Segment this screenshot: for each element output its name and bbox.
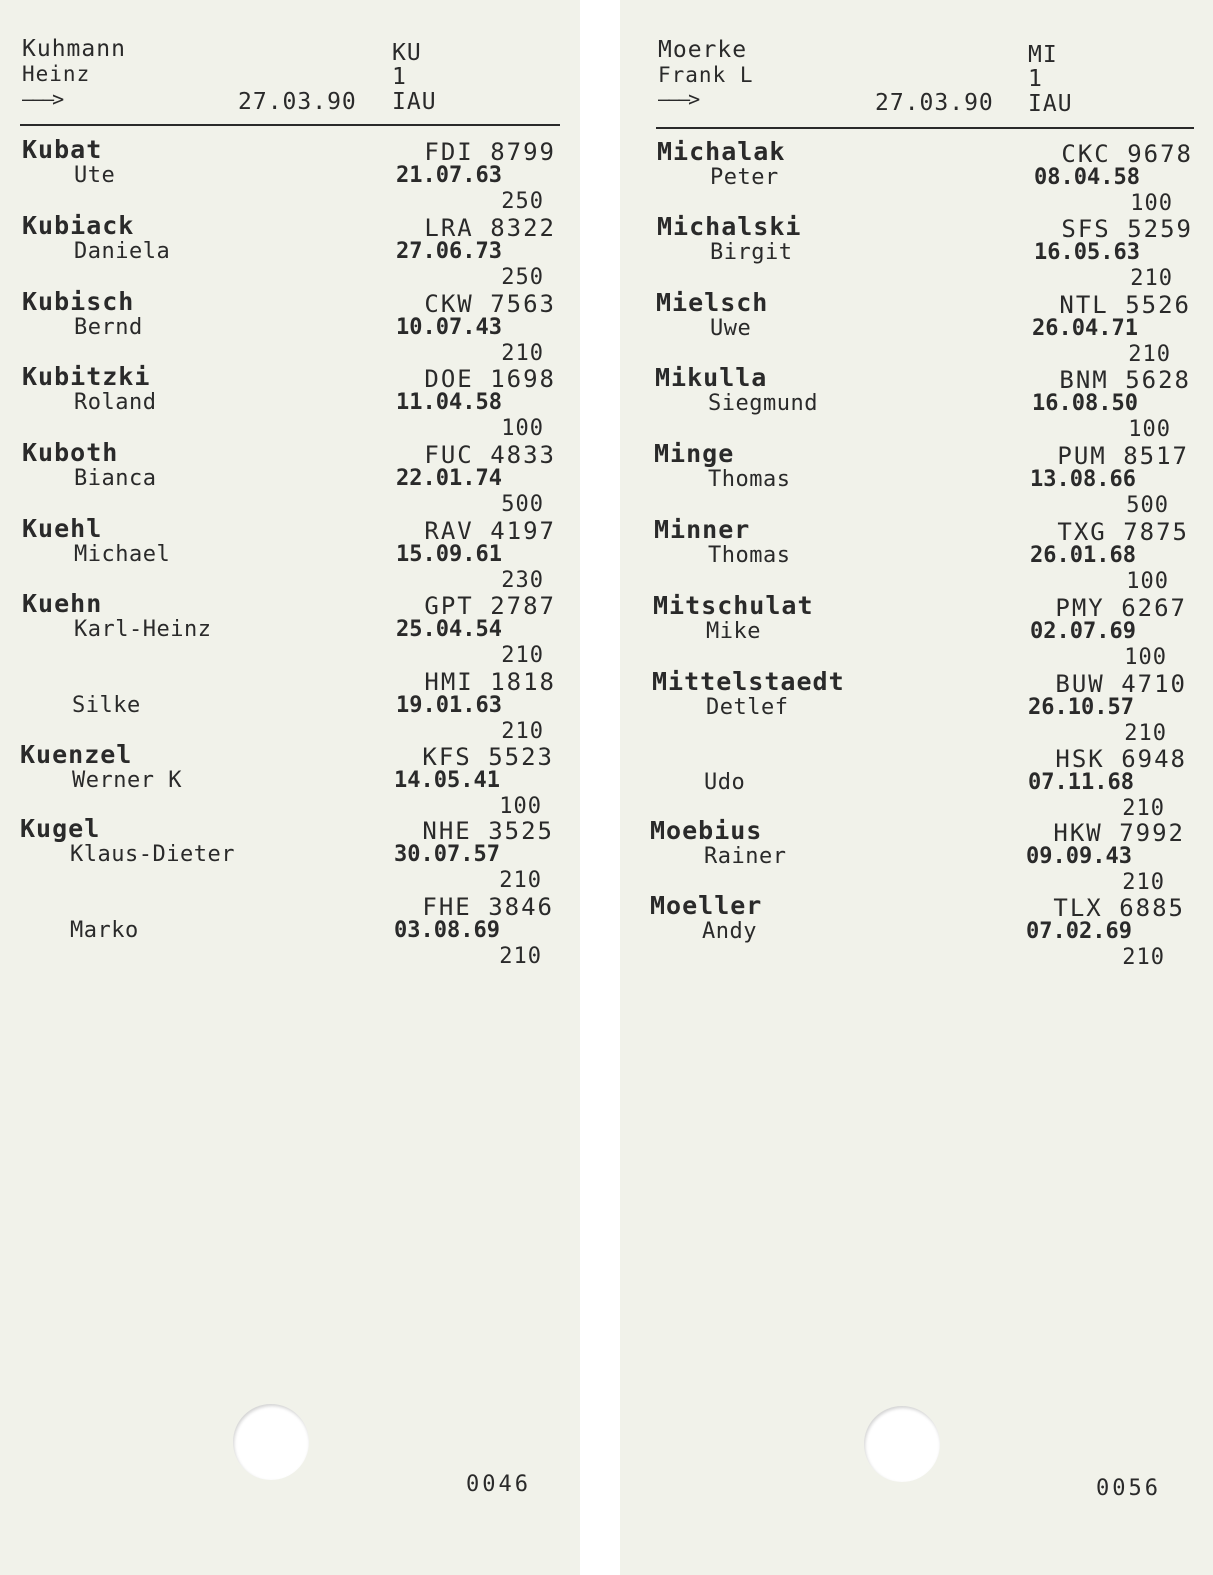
record-code: HMI 1818 [424, 668, 556, 696]
record-surname: Kubitzki [22, 362, 151, 391]
record-code: HKW 7992 [1053, 819, 1185, 847]
record-amount: 100 [501, 416, 544, 441]
header-arrow: ———> [658, 87, 699, 111]
record-code: BNM 5628 [1059, 366, 1191, 394]
header-unit: IAU [1028, 91, 1073, 117]
record-date: 11.04.58 [396, 390, 502, 415]
record-code: FUC 4833 [424, 441, 556, 469]
record-surname: Minge [654, 439, 735, 468]
record-amount: 210 [1122, 870, 1165, 895]
header-firstname: Frank L [658, 63, 754, 87]
record-date: 25.04.54 [396, 617, 502, 642]
record-amount: 500 [1126, 493, 1169, 518]
record-date: 15.09.61 [396, 542, 502, 567]
record-firstname: Birgit [710, 240, 793, 265]
list-item [0, 815, 580, 891]
list-item [0, 212, 580, 288]
record-firstname: Werner K [72, 768, 182, 793]
card-number: 0056 [1096, 1476, 1161, 1501]
list-item [620, 892, 1213, 968]
record-amount: 210 [1130, 266, 1173, 291]
list-item [0, 439, 580, 515]
record-amount: 100 [1126, 569, 1169, 594]
record-firstname: Bianca [74, 466, 157, 491]
header-date: 27.03.90 [238, 89, 357, 115]
record-code: GPT 2787 [424, 592, 556, 620]
record-date: 07.02.69 [1026, 919, 1132, 944]
record-firstname: Mike [706, 619, 761, 644]
record-code: FHE 3846 [422, 893, 554, 921]
list-item [620, 592, 1213, 668]
record-amount: 230 [501, 568, 544, 593]
record-surname: Kuboth [22, 438, 119, 467]
record-firstname: Marko [70, 918, 139, 943]
record-firstname: Michael [74, 542, 171, 567]
record-firstname: Rainer [704, 844, 787, 869]
record-code: HSK 6948 [1055, 745, 1187, 773]
list-item [0, 741, 580, 817]
list-item [0, 288, 580, 364]
record-amount: 210 [1128, 342, 1171, 367]
list-item [620, 440, 1213, 516]
record-date: 26.01.68 [1030, 543, 1136, 568]
record-date: 16.08.50 [1032, 391, 1138, 416]
header-code: MI [1028, 42, 1058, 68]
record-firstname: Udo [704, 770, 746, 795]
record-date: 14.05.41 [394, 768, 500, 793]
record-date: 26.04.71 [1032, 316, 1138, 341]
record-date: 10.07.43 [396, 315, 502, 340]
record-surname: Mittelstaedt [652, 667, 845, 696]
record-firstname: Klaus-Dieter [70, 842, 235, 867]
record-surname: Kubat [22, 135, 103, 164]
record-date: 08.04.58 [1034, 165, 1140, 190]
record-surname: Mikulla [655, 363, 768, 392]
list-item [0, 363, 580, 439]
record-amount: 100 [1128, 417, 1171, 442]
record-amount: 210 [501, 643, 544, 668]
record-date: 30.07.57 [394, 842, 500, 867]
record-date: 09.09.43 [1026, 844, 1132, 869]
header-firstname: Heinz [22, 62, 91, 86]
record-amount: 210 [1122, 796, 1165, 821]
record-code: SFS 5259 [1061, 215, 1193, 243]
record-amount: 210 [1124, 721, 1167, 746]
record-code: TLX 6885 [1053, 894, 1185, 922]
list-item [0, 515, 580, 591]
record-surname: Moeller [650, 891, 763, 920]
record-surname: Moebius [650, 816, 763, 845]
record-date: 02.07.69 [1030, 619, 1136, 644]
record-amount: 500 [501, 492, 544, 517]
record-firstname: Andy [702, 919, 757, 944]
record-amount: 210 [1122, 945, 1165, 970]
record-date: 27.06.73 [396, 239, 502, 264]
record-code: PMY 6267 [1055, 594, 1187, 622]
record-surname: Michalak [657, 137, 786, 166]
header-surname: Kuhmann [22, 36, 126, 62]
record-surname: Kuenzel [20, 740, 133, 769]
list-item [0, 891, 580, 967]
list-item [620, 138, 1213, 214]
record-surname: Mielsch [656, 288, 769, 317]
record-surname: Mitschulat [653, 591, 814, 620]
card-number: 0046 [466, 1472, 531, 1497]
record-date: 19.01.63 [396, 693, 502, 718]
record-code: KFS 5523 [422, 743, 554, 771]
record-date: 22.01.74 [396, 466, 502, 491]
record-amount: 210 [501, 341, 544, 366]
record-code: NHE 3525 [422, 817, 554, 845]
list-item [620, 289, 1213, 365]
record-code: PUM 8517 [1057, 442, 1189, 470]
list-item [0, 590, 580, 666]
record-amount: 250 [501, 265, 544, 290]
record-code: CKW 7563 [424, 290, 556, 318]
punch-hole [233, 1404, 309, 1480]
record-date: 26.10.57 [1028, 695, 1134, 720]
index-card-right [620, 0, 1213, 1575]
record-code: TXG 7875 [1057, 518, 1189, 546]
record-firstname: Uwe [710, 316, 752, 341]
record-firstname: Siegmund [708, 391, 818, 416]
record-surname: Kuehl [22, 514, 103, 543]
list-item [620, 817, 1213, 893]
record-firstname: Detlef [706, 695, 789, 720]
record-code: RAV 4197 [424, 517, 556, 545]
record-surname: Kuehn [22, 589, 103, 618]
record-amount: 100 [499, 794, 542, 819]
record-code: NTL 5526 [1059, 291, 1191, 319]
record-firstname: Silke [72, 693, 141, 718]
header-divider [656, 127, 1194, 129]
record-date: 07.11.68 [1028, 770, 1134, 795]
list-item [620, 213, 1213, 289]
record-amount: 100 [1130, 191, 1173, 216]
record-date: 13.08.66 [1030, 467, 1136, 492]
record-surname: Michalski [657, 212, 802, 241]
record-amount: 100 [1124, 645, 1167, 670]
header-surname: Moerke [658, 37, 748, 63]
record-code: BUW 4710 [1055, 670, 1187, 698]
record-firstname: Karl-Heinz [74, 617, 212, 642]
record-firstname: Thomas [708, 543, 791, 568]
record-code: LRA 8322 [424, 214, 556, 242]
record-surname: Minner [654, 515, 751, 544]
header-divider [20, 124, 560, 126]
punch-hole [864, 1406, 940, 1482]
record-amount: 210 [501, 719, 544, 744]
record-firstname: Daniela [74, 239, 171, 264]
record-date: 16.05.63 [1034, 240, 1140, 265]
record-amount: 210 [499, 944, 542, 969]
index-card-left [0, 0, 580, 1575]
record-firstname: Bernd [74, 315, 143, 340]
header-unit: IAU [392, 89, 437, 115]
record-code: DOE 1698 [424, 365, 556, 393]
record-code: FDI 8799 [424, 138, 556, 166]
list-item [620, 364, 1213, 440]
record-surname: Kubisch [22, 287, 135, 316]
record-date: 03.08.69 [394, 918, 500, 943]
record-firstname: Thomas [708, 467, 791, 492]
record-firstname: Roland [74, 390, 157, 415]
record-code: CKC 9678 [1061, 140, 1193, 168]
list-item [0, 666, 580, 742]
record-surname: Kugel [20, 814, 101, 843]
list-item [620, 516, 1213, 592]
list-item [0, 136, 580, 212]
record-amount: 210 [499, 868, 542, 893]
header-code: KU [392, 40, 422, 66]
header-date: 27.03.90 [875, 90, 994, 116]
record-date: 21.07.63 [396, 163, 502, 188]
header-number: 1 [1028, 66, 1043, 92]
header-arrow: ———> [22, 87, 63, 111]
record-firstname: Peter [710, 165, 779, 190]
record-firstname: Ute [74, 163, 116, 188]
header-number: 1 [392, 64, 407, 90]
record-surname: Kubiack [22, 211, 135, 240]
list-item [620, 743, 1213, 819]
record-amount: 250 [501, 189, 544, 214]
list-item [620, 668, 1213, 744]
